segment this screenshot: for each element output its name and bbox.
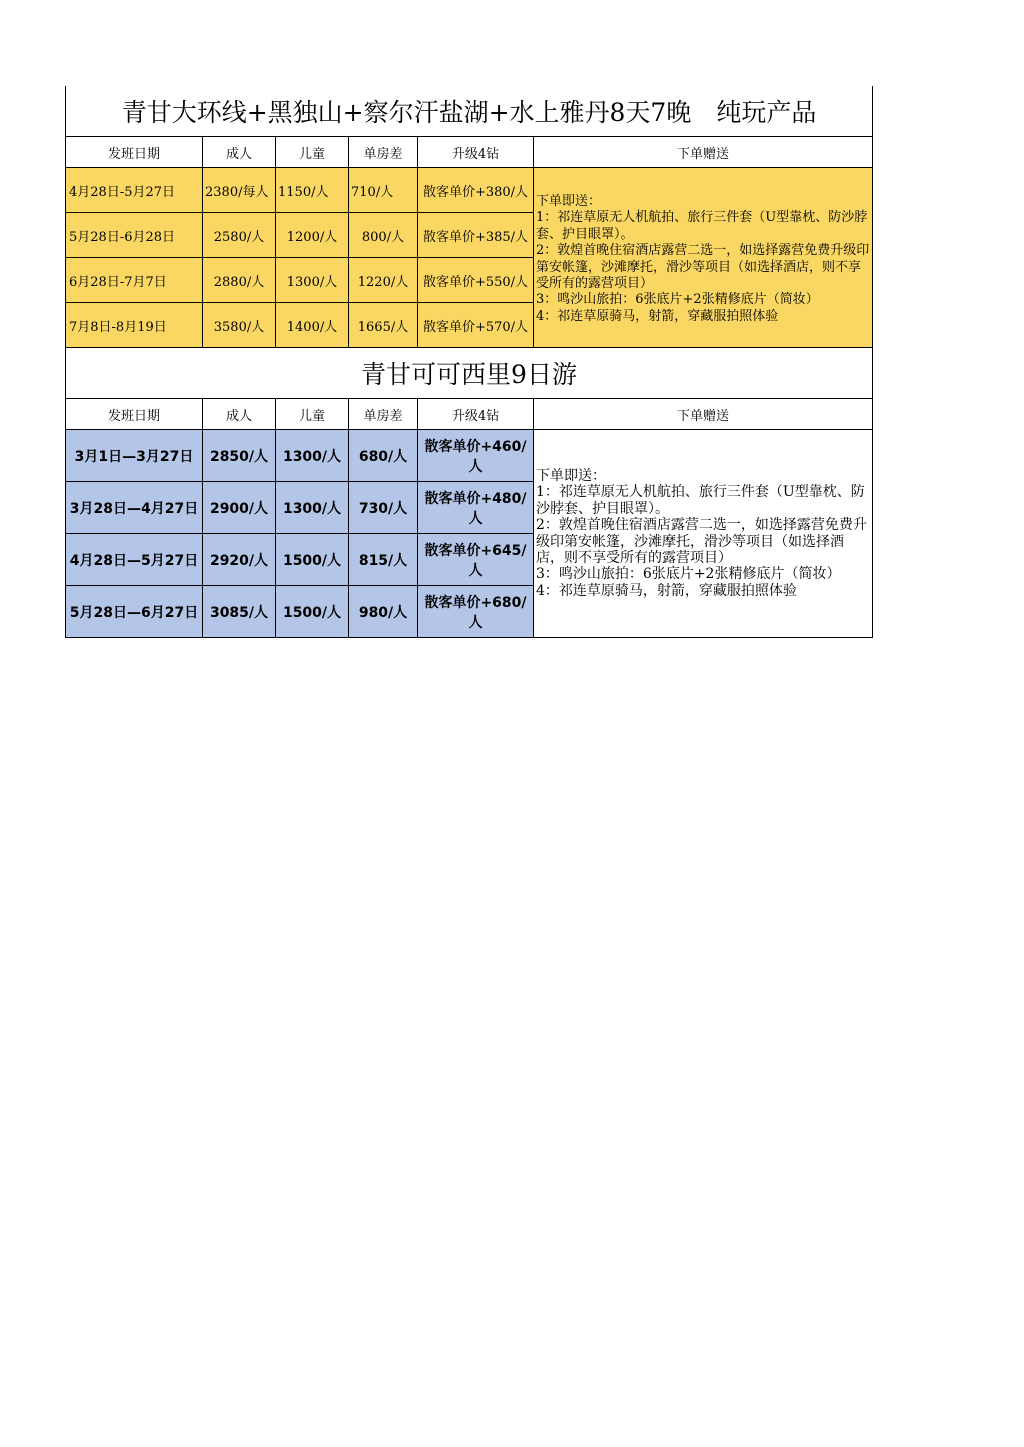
row-upgrade: 散客单价+645/人 [418,534,534,586]
table-row [66,168,873,213]
row-child: 1300/人 [276,482,349,534]
row-upgrade: 散客单价+570/人 [418,303,534,348]
header-single-supplement: 单房差 [349,137,418,168]
header-single-supplement: 单房差 [349,399,418,430]
header-upgrade: 升级4钻 [418,399,534,430]
row-upgrade: 散客单价+550/人 [418,258,534,303]
row-adult: 3085/人 [203,586,276,638]
row-single: 710/人 [349,168,418,213]
price-sheet [65,86,872,638]
header-child: 儿童 [276,137,349,168]
row-upgrade: 散客单价+460/人 [418,430,534,482]
row-single: 1220/人 [349,258,418,303]
row-adult: 2920/人 [203,534,276,586]
product2-section [66,348,873,638]
product1-header-row [66,137,873,168]
header-date: 发班日期 [66,399,203,430]
row-date: 5月28日—6月27日 [66,586,203,638]
row-date: 6月28日-7月7日 [66,258,203,303]
row-single: 800/人 [349,213,418,258]
row-date: 4月28日-5月27日 [66,168,203,213]
row-single: 730/人 [349,482,418,534]
row-adult: 2380/每人 [203,168,276,213]
row-adult: 3580/人 [203,303,276,348]
header-adult: 成人 [203,399,276,430]
row-child: 1500/人 [276,586,349,638]
row-child: 1400/人 [276,303,349,348]
header-upgrade: 升级4钻 [418,137,534,168]
header-child: 儿童 [276,399,349,430]
row-date: 7月8日-8月19日 [66,303,203,348]
product2-title: 青甘可可西里9日游 [66,348,873,399]
row-single: 980/人 [349,586,418,638]
row-adult: 2850/人 [203,430,276,482]
row-child: 1150/人 [276,168,349,213]
row-adult: 2880/人 [203,258,276,303]
product2-header-row [66,399,873,430]
row-date: 5月28日-6月28日 [66,213,203,258]
row-date: 3月1日—3月27日 [66,430,203,482]
row-upgrade: 散客单价+680/人 [418,586,534,638]
header-adult: 成人 [203,137,276,168]
row-single: 1665/人 [349,303,418,348]
row-child: 1200/人 [276,213,349,258]
product1-section [66,86,873,348]
header-gift: 下单赠送 [534,399,873,430]
row-upgrade: 散客单价+480/人 [418,482,534,534]
row-upgrade: 散客单价+380/人 [418,168,534,213]
row-upgrade: 散客单价+385/人 [418,213,534,258]
table-row [66,430,873,482]
price-table [65,86,873,638]
row-date: 3月28日—4月27日 [66,482,203,534]
row-child: 1300/人 [276,430,349,482]
product1-gift-text: 下单即送： 1：祁连草原无人机航拍、旅行三件套（U型靠枕、防沙脖套、护目眼罩）。 2：敦煌首晚住宿酒店露营二选一，如选择露营免费升级印第安帐篷，沙滩摩托，滑沙等项目（如选择酒店，则不享受所有的露营项目） 3：鸣沙山旅拍：6张底片+2张精修底片（简妆） 4：祁连草原骑马，射箭，穿藏服拍照体验 [534,168,873,348]
header-gift: 下单赠送 [534,137,873,168]
row-child: 1500/人 [276,534,349,586]
row-single: 680/人 [349,430,418,482]
product1-title: 青甘大环线+黑独山+察尔汗盐湖+水上雅丹8天7晚 纯玩产品 [66,86,873,137]
row-adult: 2580/人 [203,213,276,258]
product2-gift-text: 下单即送： 1：祁连草原无人机航拍、旅行三件套（U型靠枕、防沙脖套、护目眼罩）。 2：敦煌首晚住宿酒店露营二选一，如选择露营免费升级印第安帐篷，沙滩摩托，滑沙等项目（如选择酒店，则不享受所有的露营项目） 3：鸣沙山旅拍：6张底片+2张精修底片（简妆） 4：祁连草原骑马，射箭，穿藏服拍照体验 [534,430,873,638]
row-date: 4月28日—5月27日 [66,534,203,586]
row-adult: 2900/人 [203,482,276,534]
row-child: 1300/人 [276,258,349,303]
row-single: 815/人 [349,534,418,586]
header-date: 发班日期 [66,137,203,168]
